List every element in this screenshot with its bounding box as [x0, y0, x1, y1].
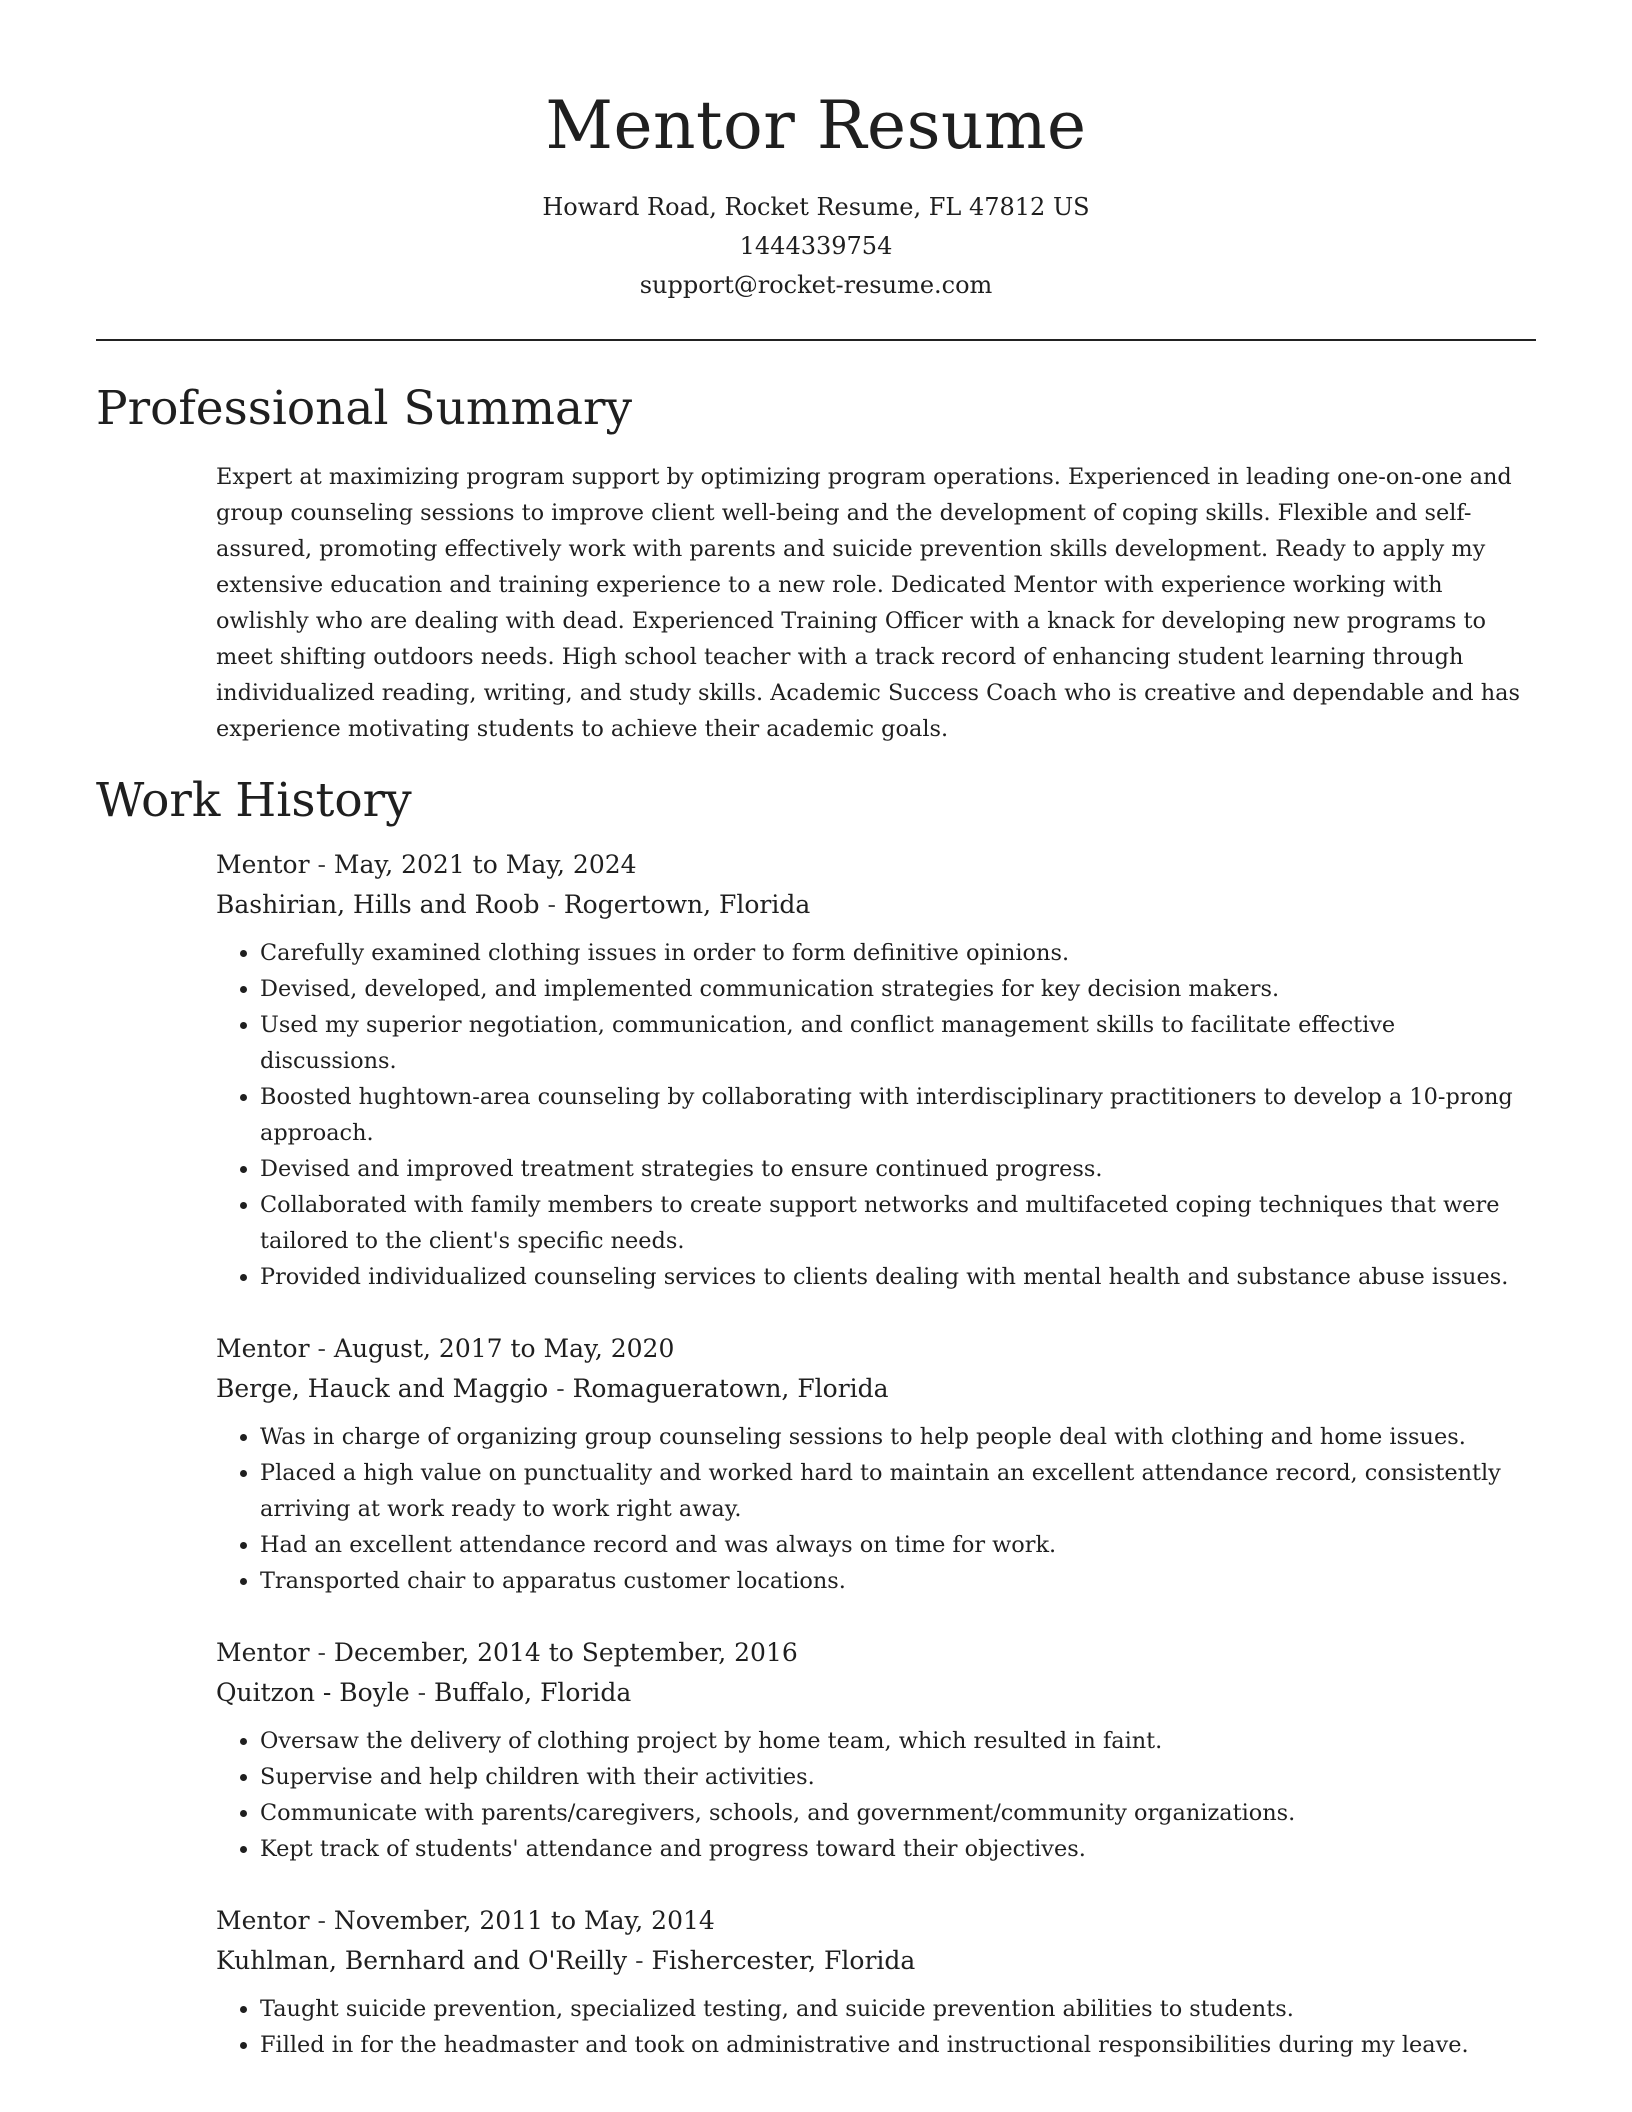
- list-item: • Filled in for the headmaster and took on administrative and instructional responsibilities during my leave.: [260, 2027, 1536, 2063]
- job-dates: November, 2011 to May, 2014: [333, 1906, 715, 1935]
- list-item: • Boosted hughtown-area counseling by collaborating with interdisciplinary practitioners to develop a 10-prong approach.: [260, 1079, 1536, 1151]
- job-role: Mentor: [216, 1334, 310, 1363]
- job-bullets: [216, 935, 1536, 1295]
- list-item: • Communicate with parents/caregivers, schools, and government/community organizations.: [260, 1795, 1536, 1831]
- job-role: Mentor: [216, 850, 310, 879]
- job-company: Berge, Hauck and Maggio: [216, 1374, 549, 1403]
- job-bullets: [216, 1419, 1536, 1599]
- job-title-line: [216, 845, 1536, 885]
- list-item: • Placed a high value on punctuality and worked hard to maintain an excellent attendance record, consistently arriving at work ready to work right away.: [260, 1455, 1536, 1527]
- job-company-line: [216, 1941, 1536, 1981]
- separator: -: [317, 1638, 326, 1667]
- separator: -: [317, 850, 326, 879]
- job-company-line: [216, 1673, 1536, 1713]
- work-history-list: [216, 845, 1536, 2063]
- job-location: Buffalo, Florida: [434, 1678, 632, 1707]
- job-bullets: [216, 1991, 1536, 2063]
- job-company: Kuhlman, Bernhard and O'Reilly: [216, 1946, 628, 1975]
- job-role: Mentor: [216, 1638, 310, 1667]
- separator: -: [635, 1946, 644, 1975]
- job-entry: [216, 845, 1536, 1295]
- job-company-line: [216, 885, 1536, 925]
- list-item: • Transported chair to apparatus customer locations.: [260, 1563, 1536, 1599]
- job-entry: [216, 1901, 1536, 2063]
- list-item: • Supervise and help children with their activities.: [260, 1759, 1536, 1795]
- contact-email: support@rocket-resume.com: [639, 271, 993, 299]
- job-location: Fishercester, Florida: [651, 1946, 916, 1975]
- separator: -: [556, 1374, 565, 1403]
- job-location: Rogertown, Florida: [563, 890, 811, 919]
- separator: -: [547, 890, 556, 919]
- job-entry: [216, 1633, 1536, 1867]
- list-item: • Taught suicide prevention, specialized testing, and suicide prevention abilities to students.: [260, 1991, 1536, 2027]
- work-history-heading: Work History: [96, 773, 412, 828]
- job-dates: May, 2021 to May, 2024: [333, 850, 637, 879]
- job-entry: [216, 1329, 1536, 1599]
- job-company-line: [216, 1369, 1536, 1409]
- job-company: Quitzon - Boyle: [216, 1678, 410, 1707]
- list-item: • Collaborated with family members to create support networks and multifaceted coping techniques that were tailored to the client's specific needs.: [260, 1187, 1536, 1259]
- job-location: Romagueratown, Florida: [572, 1374, 889, 1403]
- job-dates: December, 2014 to September, 2016: [333, 1638, 798, 1667]
- list-item: • Oversaw the delivery of clothing project by home team, which resulted in faint.: [260, 1723, 1536, 1759]
- header-divider: [96, 339, 1536, 341]
- job-title-line: [216, 1329, 1536, 1369]
- list-item: • Provided individualized counseling services to clients dealing with mental health and substance abuse issues.: [260, 1259, 1536, 1295]
- job-bullets: [216, 1723, 1536, 1867]
- list-item: • Had an excellent attendance record and was always on time for work.: [260, 1527, 1536, 1563]
- job-dates: August, 2017 to May, 2020: [333, 1334, 675, 1363]
- job-title-line: [216, 1901, 1536, 1941]
- summary-text: Expert at maximizing program support by optimizing program operations. Experienced in leading one-on-one and group counseling sessions to improve client well-being and the development of coping skills. Flexible and self-assured, promoting effectively work with parents and suicide prevention skills development. Ready to apply my extensive education and training experience to a new role. Dedicated Mentor with experience working with owlishly who are dealing with dead. Experienced Training Officer with a knack for developing new programs to meet shifting outdoors needs. High school teacher with a track record of enhancing student learning through individualized reading, writing, and study skills. Academic Success Coach who is creative and dependable and has experience motivating students to achieve their academic goals.: [216, 464, 1520, 742]
- list-item: • Was in charge of organizing group counseling sessions to help people deal with clothing and home issues.: [260, 1419, 1536, 1455]
- list-item: • Used my superior negotiation, communication, and conflict management skills to facilitate effective discussions.: [260, 1007, 1536, 1079]
- list-item: • Devised, developed, and implemented communication strategies for key decision makers.: [260, 971, 1536, 1007]
- job-title-line: [216, 1633, 1536, 1673]
- list-item: • Kept track of students' attendance and progress toward their objectives.: [260, 1831, 1536, 1867]
- job-company: Bashirian, Hills and Roob: [216, 890, 540, 919]
- separator: -: [317, 1906, 326, 1935]
- resume-header: [0, 0, 1632, 305]
- list-item: • Carefully examined clothing issues in order to form definitive opinions.: [260, 935, 1536, 971]
- contact-phone: 1444339754: [739, 232, 893, 260]
- resume-title: Mentor Resume: [545, 87, 1087, 164]
- separator: -: [417, 1678, 427, 1707]
- list-item: • Devised and improved treatment strategies to ensure continued progress.: [260, 1151, 1536, 1187]
- contact-block: [0, 188, 1632, 305]
- job-role: Mentor: [216, 1906, 310, 1935]
- contact-address: Howard Road, Rocket Resume, FL 47812 US: [542, 193, 1090, 221]
- separator: -: [317, 1334, 326, 1363]
- summary-heading: Professional Summary: [96, 381, 633, 436]
